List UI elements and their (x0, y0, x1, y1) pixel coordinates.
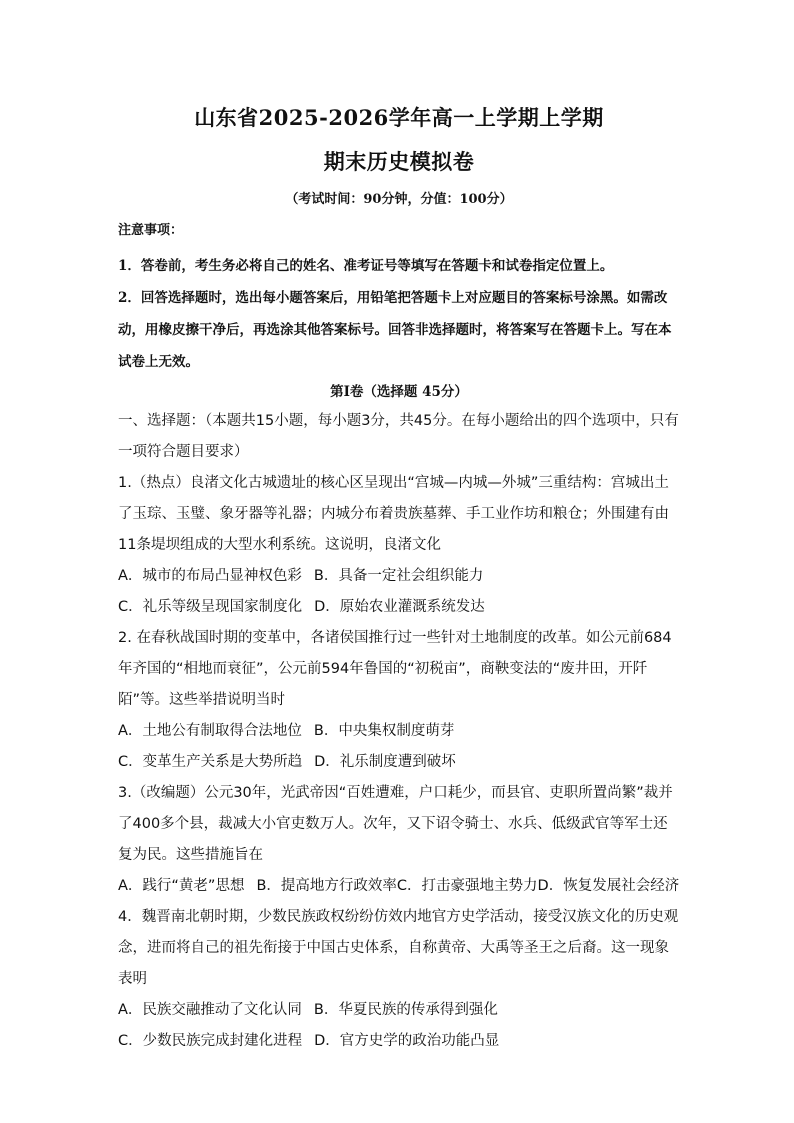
question-3-option-d: D．恢复发展社会经济 (537, 878, 680, 894)
note-item-2: 2．回答选择题时，选出每小题答案后，用铅笔把答题卡上对应题目的答案标号涂黑。如需改动，用橡皮擦干净后，再选涂其他答案标号。回答非选择题时，将答案写在答题卡上。写在本试卷上无效。 (118, 290, 672, 370)
question-4-options-row-1 (118, 995, 680, 1026)
question-1-option-b: B．具备一定社会组织能力 (313, 568, 484, 584)
exam-title-line1: 山东省2025-2026学年高一上学期上学期 (194, 105, 604, 130)
question-2-options-row-2 (118, 747, 680, 778)
note-item-1: 1．答卷前，考生务必将自己的姓名、准考证号等填写在答题卡和试卷指定位置上。 (118, 258, 614, 274)
question-3-stem: 3.（改编题）公元30年，光武帝因“百姓遭难，户口耗少，而县官、吏职所置尚繁”裁并了400多个县，裁减大小官吏数万人。次年，又下诏令骑士、水兵、低级武官等军士还复为民。这些措施旨在 (118, 785, 673, 863)
question-2-stem: 2. 在春秋战国时期的变革中，各诸侯国推行过一些针对土地制度的改革。如公元前684年齐国的“相地而衰征”，公元前594年鲁国的“初税亩”，商鞅变法的“废井田，开阡陌”等。这些举措说明当时 (118, 630, 672, 708)
question-4-option-d: D．官方史学的政治功能凸显 (314, 1033, 500, 1049)
question-1-option-d: D．原始农业灌溉系统发达 (314, 599, 485, 615)
question-4-option-c: C．少数民族完成封建化进程 (118, 1033, 303, 1049)
question-2-option-c: C．变革生产关系是大势所趋 (118, 754, 303, 770)
question-2-option-b: B．中央集权制度萌芽 (313, 723, 455, 739)
question-4-stem: 4．魏晋南北朝时期，少数民族政权纷纷仿效内地官方史学活动，接受汉族文化的历史观念，进而将自己的祖先衔接于中国古史体系，自称黄帝、大禹等圣王之后裔。这一现象表明 (118, 909, 679, 987)
question-4-option-a: A．民族交融推动了文化认同 (118, 1002, 302, 1018)
question-1-option-a: A．城市的布局凸显神权色彩 (118, 568, 302, 584)
question-3-option-c: C．打击豪强地主势力 (396, 878, 538, 894)
question-1-options-row-2 (118, 592, 680, 623)
question-1-options-row-1 (118, 561, 680, 592)
question-1-option-c: C．礼乐等级呈现国家制度化 (118, 599, 303, 615)
question-4-option-b: B．华夏民族的传承得到强化 (313, 1002, 498, 1018)
question-4-options-row-2 (118, 1026, 680, 1057)
section-intro: 一、选择题：（本题共15小题，每小题3分，共45分。在每小题给出的四个选项中，只有一项符合题目要求） (118, 413, 679, 460)
notes-heading: 注意事项： (118, 223, 184, 238)
question-2-option-a: A．土地公有制取得合法地位 (118, 723, 302, 739)
exam-title-line2: 期末历史模拟卷 (323, 149, 475, 174)
question-2-option-d: D．礼乐制度遭到破坏 (314, 754, 456, 770)
question-3-option-a: A．践行“黄老”思想 (118, 878, 245, 894)
section-title: 第Ⅰ卷（选择题 45分） (330, 384, 468, 400)
question-3-option-b: B．提高地方行政效率 (256, 878, 397, 894)
question-2-options-row-1 (118, 716, 680, 747)
question-1-stem: 1.（热点）良渚文化古城遗址的核心区呈现出“宫城—内城—外城”三重结构：宫城出土了玉琮、玉璧、象牙器等礼器；内城分布着贵族墓葬、手工业作坊和粮仓；外围建有由11条堤坝组成的大型水利系统。这说明，良渚文化 (118, 475, 669, 553)
question-3-options-row (118, 871, 680, 902)
exam-time-score-info: （考试时间：90分钟，分值：100分） (285, 192, 513, 207)
